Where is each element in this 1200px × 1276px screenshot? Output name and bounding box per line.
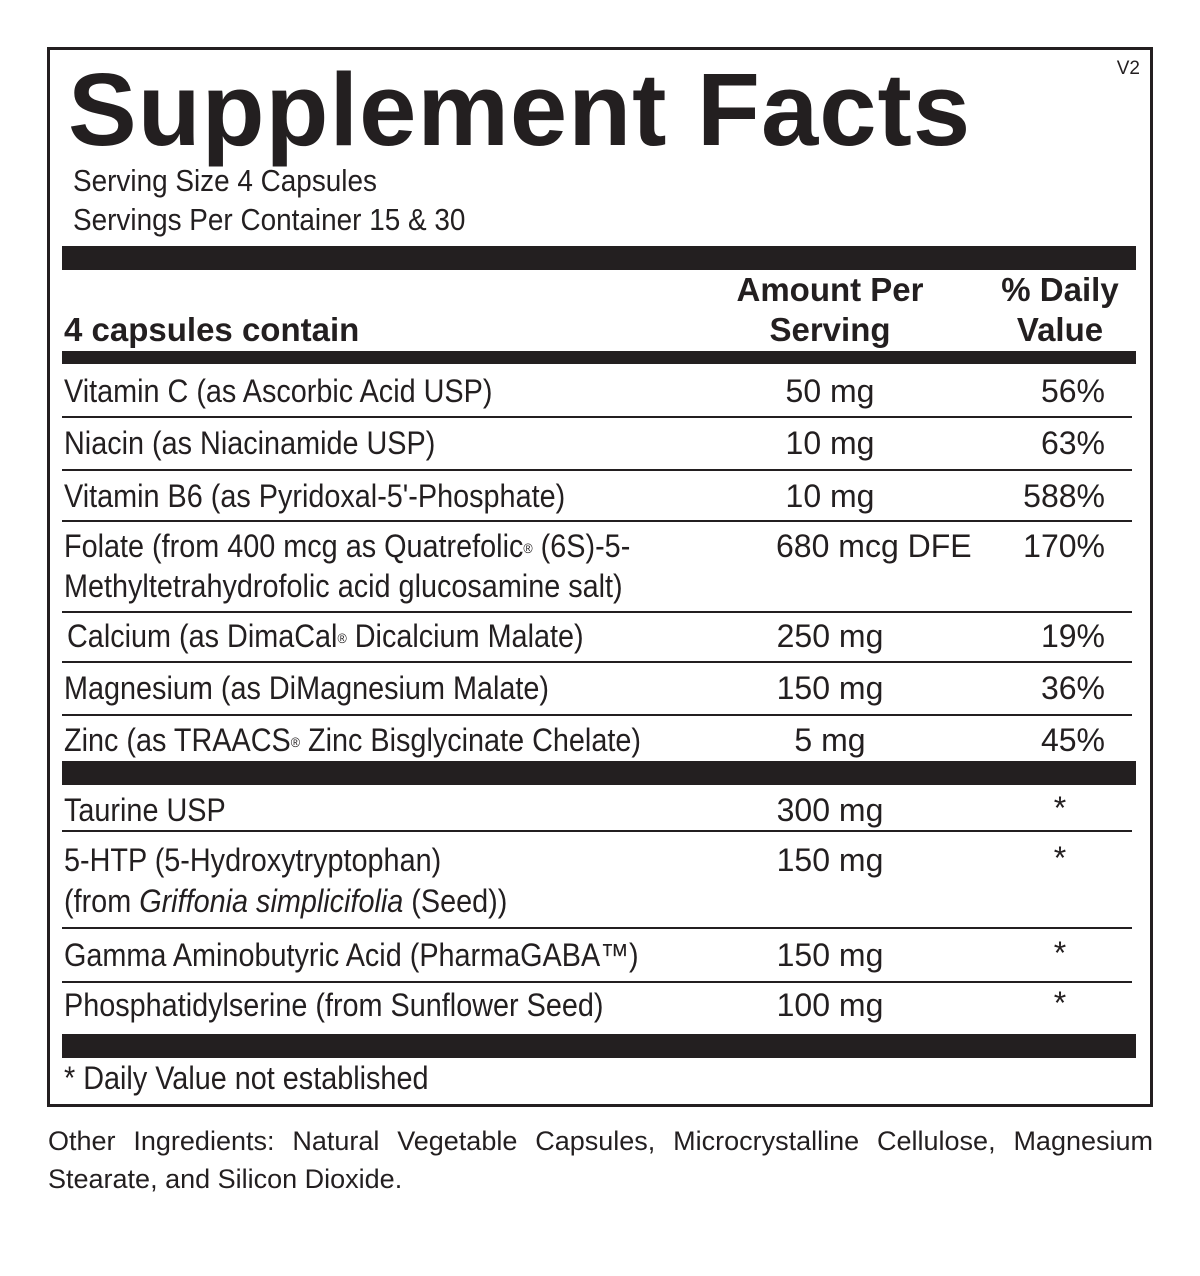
nutrient-dv: 19% (1040, 618, 1105, 654)
header-amount-line1: Amount Per (736, 271, 924, 308)
row-divider (62, 416, 1132, 418)
version-label: V2 (1116, 58, 1140, 79)
ingredient-name-line1: 5-HTP (5-Hydroxytryptophan) (64, 842, 442, 878)
servings-per-container: Servings Per Container 15 & 30 (73, 202, 466, 237)
daily-value-footnote: * Daily Value not established (64, 1060, 429, 1096)
ingredient-name: Phosphatidylserine (from Sunflower Seed) (64, 987, 604, 1023)
nutrient-name: Vitamin B6 (as Pyridoxal-5'-Phosphate) (64, 478, 566, 514)
row-divider (62, 520, 1132, 522)
nutrient-dv: 588% (1023, 478, 1105, 514)
registered-mark: ® (337, 630, 347, 646)
registered-mark: ® (523, 540, 533, 556)
nutrient-dv: 36% (1040, 670, 1105, 706)
ingredient-name: Taurine USP (64, 792, 226, 828)
thick-divider-middle (62, 761, 1136, 785)
serving-size: Serving Size 4 Capsules (73, 163, 377, 198)
registered-mark: ® (290, 734, 301, 750)
ingredient-name: Gamma Aminobutyric Acid (PharmaGABA™) (64, 937, 639, 973)
nutrient-dv: 170% (1023, 528, 1105, 564)
header-dv-line2: Value (1016, 311, 1104, 348)
thick-divider-header (62, 351, 1136, 364)
nutrient-name: Magnesium (as DiMagnesium Malate) (64, 670, 549, 706)
ingredient-amount: 300 mg (776, 792, 884, 828)
nutrient-name: Vitamin C (as Ascorbic Acid USP) (64, 373, 493, 409)
row-divider (62, 611, 1132, 613)
nutrient-amount: 680 mcg DFE (776, 528, 972, 564)
header-contents-label: 4 capsules contain (64, 311, 360, 348)
nutrient-dv: 45% (1040, 722, 1105, 758)
row-divider (62, 830, 1132, 832)
ingredient-amount: 150 mg (776, 842, 884, 878)
ingredient-dv: * (1053, 840, 1067, 876)
nutrient-name-line1: Folate (from 400 mcg as Quatrefolic® (6S)-5- (64, 528, 631, 564)
nutrient-dv: 63% (1040, 425, 1105, 461)
row-divider (62, 714, 1132, 716)
nutrient-amount: 10 mg (785, 478, 875, 514)
ingredient-name-line2: (from Griffonia simplicifolia (Seed)) (64, 883, 508, 919)
nutrient-name: Calcium (as DimaCal® Dicalcium Malate) (67, 618, 584, 654)
row-divider (62, 661, 1132, 663)
panel-title: Supplement Facts (68, 52, 972, 167)
nutrient-amount: 10 mg (785, 425, 875, 461)
nutrient-amount: 250 mg (776, 618, 884, 654)
ingredient-dv: * (1053, 790, 1067, 826)
row-divider (62, 469, 1132, 471)
nutrient-amount: 150 mg (776, 670, 884, 706)
ingredient-amount: 100 mg (776, 987, 884, 1023)
supplement-facts-panel (47, 47, 1153, 1107)
nutrient-amount: 50 mg (785, 373, 875, 409)
other-ingredients: Other Ingredients: Natural Vegetable Capsules, Microcrystalline Cellulose, Magnesium Stearate, and Silicon Dioxide. (48, 1126, 1153, 1194)
ingredient-dv: * (1053, 935, 1067, 971)
nutrient-name: Niacin (as Niacinamide USP) (64, 425, 436, 461)
header-amount-line2: Serving (769, 311, 891, 348)
nutrient-dv: 56% (1040, 373, 1105, 409)
ingredient-amount: 150 mg (776, 937, 884, 973)
row-divider (62, 927, 1132, 929)
nutrient-name-line2: Methyltetrahydrofolic acid glucosamine salt) (64, 568, 623, 604)
thick-divider-top (62, 246, 1136, 270)
row-divider (62, 981, 1132, 983)
header-dv-line1: % Daily (1001, 271, 1119, 308)
thick-divider-bottom (62, 1034, 1136, 1058)
nutrient-name: Zinc (as TRAACS® Zinc Bisglycinate Chelate) (64, 722, 641, 758)
ingredient-dv: * (1053, 985, 1067, 1021)
nutrient-amount: 5 mg (794, 722, 866, 758)
